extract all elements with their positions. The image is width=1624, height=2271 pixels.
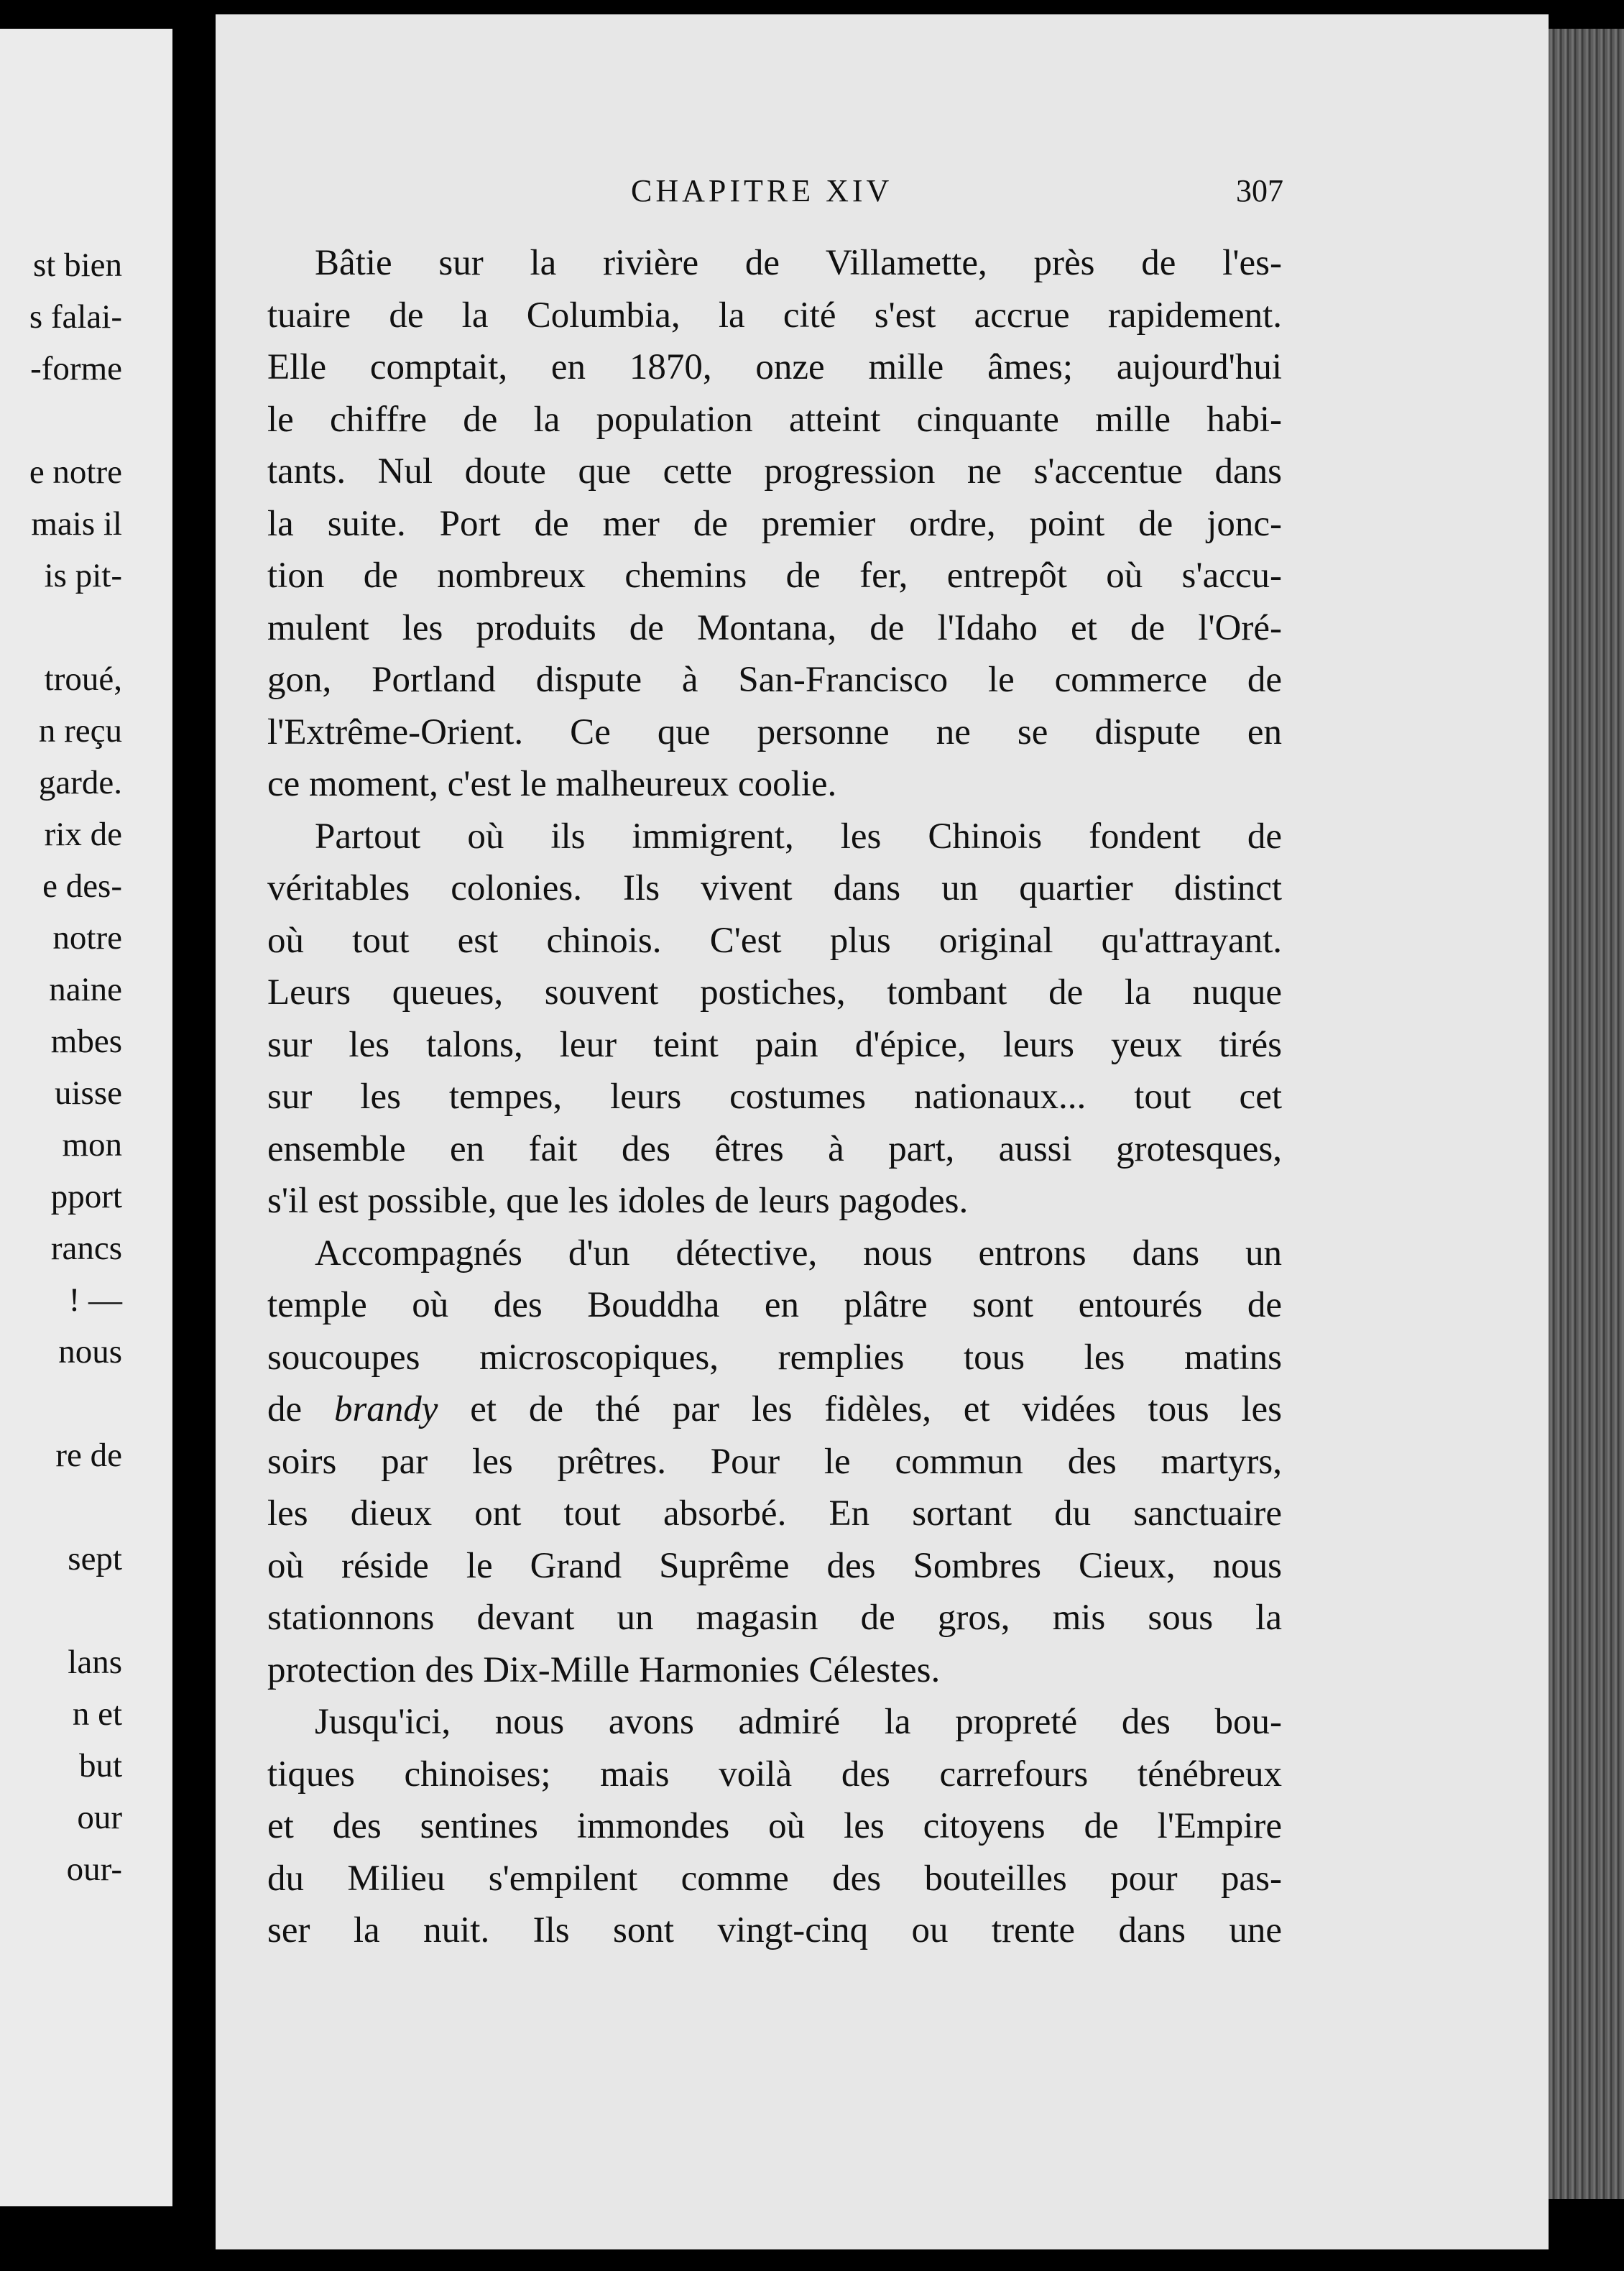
text-run: de [267, 1389, 334, 1429]
text-line: tants. Nul doute que cette progression ne s'accentue dans [267, 451, 1282, 492]
previous-page-fragment [0, 29, 172, 2206]
text-line: Jusqu'ici, nous avons admiré la propreté des bou- [315, 1702, 1282, 1742]
left-page-text-fragment: nous [58, 1333, 122, 1371]
text-line: tiques chinoises; mais voilà des carrefours ténébreux [267, 1754, 1282, 1795]
text-line: sur les tempes, leurs costumes nationaux... tout cet [267, 1077, 1282, 1117]
text-line: du Milieu s'empilent comme des bouteilles pour pas- [267, 1858, 1282, 1899]
text-line: et des sentines immondes où les citoyens de l'Empire [267, 1806, 1282, 1846]
left-page-text-fragment: e notre [29, 453, 122, 491]
left-page-text-fragment: -forme [30, 350, 122, 387]
page-number: 307 [1236, 173, 1283, 208]
text-line: Bâtie sur la rivière de Villamette, près de l'es- [315, 243, 1282, 283]
left-page-text-fragment: garde. [38, 764, 122, 801]
left-page-text-fragment: lans [68, 1644, 122, 1681]
text-line: l'Extrême-Orient. Ce que personne ne se dispute en [267, 711, 1282, 752]
left-page-text-fragment: our- [66, 1851, 122, 1888]
left-page-text-fragment: our [77, 1799, 122, 1836]
text-line: soucoupes microscopiques, remplies tous les matins [267, 1337, 1282, 1378]
left-page-text-fragment: st bien [32, 247, 122, 284]
text-line: Partout où ils immigrent, les Chinois fondent de [315, 816, 1282, 857]
body-text [267, 237, 1282, 1957]
left-page-text-fragment: n et [72, 1695, 122, 1733]
left-page-text-fragment: sept [68, 1540, 122, 1577]
left-page-text-fragment: s falai- [29, 298, 122, 336]
text-line: ensemble en fait des êtres à part, aussi grotesques, [267, 1128, 1282, 1169]
text-line: soirs par les prêtres. Pour le commun des martyrs, [267, 1441, 1282, 1482]
text-line: où tout est chinois. C'est plus original qu'attrayant. [267, 920, 1282, 961]
text-line [267, 1383, 1282, 1436]
text-line: véritables colonies. Ils vivent dans un quartier distinct [267, 868, 1282, 908]
left-page-text-fragment: but [78, 1747, 122, 1784]
left-page-text-fragment: n reçu [38, 712, 122, 750]
left-page-text-fragment: mon [62, 1126, 122, 1164]
text-line: tion de nombreux chemins de fer, entrepôt où s'accu- [267, 556, 1282, 596]
left-page-text-fragment: is pit- [44, 557, 122, 594]
text-line: temple où des Bouddha en plâtre sont entourés de [267, 1285, 1282, 1325]
text-line: le chiffre de la population atteint cinquante mille habi- [267, 399, 1282, 440]
left-page-text-fragment: troué, [44, 660, 122, 698]
text-line: ce moment, c'est le malheureux coolie. [267, 764, 837, 804]
text-run: et de thé par les fidèles, et vidées tous les [438, 1389, 1282, 1429]
text-line: Leurs queues, souvent postiches, tombant de la nuque [267, 972, 1282, 1013]
text-line: stationnons devant un magasin de gros, mis sous la [267, 1598, 1282, 1638]
left-page-text-fragment: pport [50, 1178, 122, 1215]
text-line: où réside le Grand Suprême des Sombres Cieux, nous [267, 1545, 1282, 1586]
text-line: tuaire de la Columbia, la cité s'est accrue rapidement. [267, 295, 1282, 336]
left-page-text-fragment: notre [52, 919, 122, 957]
left-page-text-fragment: re de [55, 1437, 122, 1474]
left-page-text-fragment: uisse [55, 1074, 122, 1112]
italic-word: brandy [333, 1389, 438, 1429]
text-line: la suite. Port de mer de premier ordre, point de jonc- [267, 503, 1282, 544]
text-line: sur les talons, leur teint pain d'épice, leurs yeux tirés [267, 1024, 1282, 1065]
left-page-text-fragment: rix de [44, 816, 122, 853]
left-page-text-fragment: mbes [50, 1023, 122, 1060]
text-line: gon, Portland dispute à San-Francisco le commerce de [267, 660, 1282, 700]
text-line: protection des Dix-Mille Harmonies Célestes. [267, 1649, 941, 1690]
text-line: les dieux ont tout absorbé. En sortant du sanctuaire [267, 1493, 1282, 1534]
left-page-text-fragment: rancs [50, 1230, 122, 1267]
text-line: ser la nuit. Ils sont vingt-cinq ou trente dans une [267, 1910, 1282, 1950]
running-head: CHAPITRE XIV [631, 173, 893, 208]
text-line: s'il est possible, que les idoles de leurs pagodes. [267, 1181, 969, 1221]
text-line: mulent les produits de Montana, de l'Idaho et de l'Oré- [267, 607, 1282, 648]
left-page-text-fragment: e des- [42, 867, 122, 905]
book-page [216, 14, 1549, 2249]
left-page-text-fragment: ! — [68, 1281, 122, 1319]
page-edges [1549, 29, 1624, 2199]
text-line: Accompagnés d'un détective, nous entrons dans un [315, 1233, 1282, 1273]
book-gutter [174, 22, 187, 2228]
left-page-text-fragment: naine [49, 971, 122, 1008]
left-page-text-fragment: mais il [31, 505, 122, 543]
text-line: Elle comptait, en 1870, onze mille âmes; aujourd'hui [267, 347, 1282, 387]
